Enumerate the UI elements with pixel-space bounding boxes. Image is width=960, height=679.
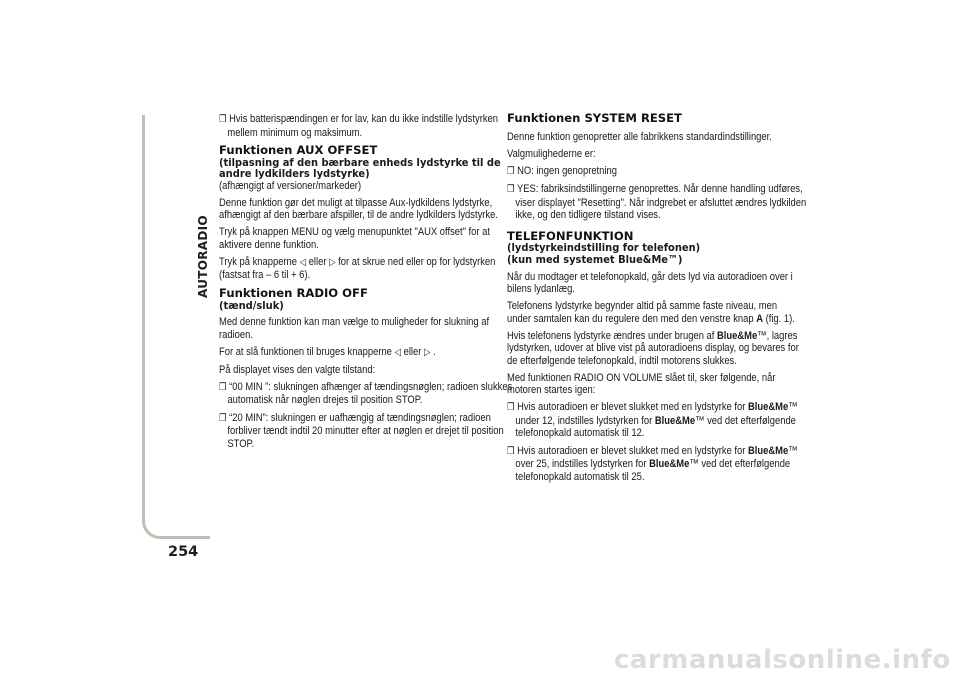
paragraph: Med denne funktion kan man vælge to muligheder for slukning af radioen. [219, 316, 490, 341]
text-run: ™, lagres lydstyrken, udover at blive vist på autoradioens display, og bevares for de efterfølgende telefonopkald, indtil motorens slukkes. [507, 329, 799, 367]
list-item [507, 183, 807, 222]
brand-name: Blue&Me [717, 329, 758, 342]
text-run: Hvis telefonens lydstyrke ændres under brugen af [507, 329, 715, 342]
section-heading-system-reset: Funktionen SYSTEM RESET [507, 111, 682, 125]
checkbox-bullet-icon: ❒ [219, 412, 227, 424]
bullet-text: “00 MIN ”: slukningen afhænger af tændingsnøglen; radioen slukkes automatisk når nøglen drejes til position STOP. [227, 380, 513, 407]
section-heading-telefonfunktion: TELEFONFUNKTION [507, 228, 634, 243]
paragraph: Når du modtager et telefonopkald, går dets lyd via autoradioen over i bilens lydanlæg. [507, 270, 793, 296]
checkbox-bullet-icon: ❒ [219, 381, 227, 393]
list-item [507, 165, 807, 179]
section-side-label: AUTORADIO [196, 215, 210, 298]
section-subtitle: (tænd/sluk) [219, 298, 284, 312]
text-run: ™ ved det efterfølgende telefonopkald automatisk til 12. [515, 414, 796, 440]
text-run: ™ over 25, indstilles lydstyrken for [515, 444, 798, 471]
section-subtitle: (tilpasning af den bærbare enheds lydstyrke til de andre lydkilders lydstyrke) [219, 155, 501, 181]
bullet-text: YES: fabriksindstillingerne genoprettes. Når denne handling udføres, viser displayet "Resetting". Når indgrebet er afsluttet ændres lydkilden ikke, og den tidligere tilstand vises. [515, 183, 807, 222]
paragraph: Denne funktion gør det muligt at tilpasse Aux-lydkildens lydstyrke, afhængigt af den bærbare afspiller, til de andre lydkilders lydstyrke. [219, 196, 498, 222]
section-heading-aux-offset: Funktionen AUX OFFSET [219, 143, 378, 157]
list-item [219, 113, 512, 139]
list-item [507, 401, 807, 440]
list-item [219, 412, 512, 451]
section-subtitle: (kun med systemet Blue&Me™) [507, 252, 683, 266]
bullet-text: “20 MIN”: slukningen er uafhængig af tændingsnøglen; radioen forbliver tændt indtil 20 minutter efter at nøglen er drejet til position STOP. [227, 411, 504, 450]
section-heading-radio-off: Funktionen RADIO OFF [219, 285, 368, 300]
text-run: Hvis autoradioen er blevet slukket med en lydstyrke for [517, 444, 746, 457]
paragraph [219, 256, 504, 282]
paragraph [219, 346, 504, 360]
brand-name: Blue&Me [654, 414, 696, 427]
checkbox-bullet-icon: ❒ [507, 402, 515, 414]
text-run: ™ under 12, indstilles lydstyrken for [515, 401, 798, 427]
paragraph: Tryk på knappen MENU og vælg menupunktet "AUX offset" for at aktivere denne funktion. [219, 226, 490, 251]
availability-note: (afhængigt af versioner/markeder) [219, 179, 362, 192]
list-item [507, 445, 807, 484]
brand-name: Blue&Me [748, 401, 789, 414]
text-run: eller [403, 345, 422, 358]
paragraph [507, 330, 799, 368]
text-run: eller [308, 255, 327, 268]
brand-name: Blue&Me [748, 444, 789, 457]
text-run: for at skrue ned eller op for lydstyrken (fastsat fra – 6 til + 6). [219, 255, 496, 282]
text-run: (fig. 1). [765, 312, 795, 325]
checkbox-bullet-icon: ❒ [507, 165, 515, 177]
left-column [219, 113, 513, 455]
paragraph: Med funktionen RADIO ON VOLUME slået til, sker følgende, når motoren startes igen: [507, 371, 776, 397]
left-triangle-icon: ◁ [299, 256, 307, 268]
paragraph: Valgmulighederne er: [507, 147, 596, 160]
text-run: Telefonens lydstyrke begynder altid på samme faste niveau, men under samtalen kan du regulere den med den venstre knap [507, 300, 778, 325]
text-run: Tryk på knapperne [219, 255, 298, 268]
brand-name: Blue&Me [649, 458, 690, 471]
list-item [219, 381, 512, 407]
paragraph: På displayet vises den valgte tilstand: [219, 363, 376, 376]
checkbox-bullet-icon: ❒ [507, 184, 515, 196]
text-run: ™ ved det efterfølgende telefonopkald automatisk til 25. [515, 458, 791, 483]
page-number: 254 [168, 544, 199, 560]
right-column [507, 111, 807, 488]
watermark: carmanualsonline.info [614, 645, 951, 675]
right-triangle-icon: ▷ [423, 346, 431, 358]
section-subtitle: (lydstyrkeindstilling for telefonen) [507, 241, 701, 255]
page-frame [142, 115, 210, 539]
paragraph: Denne funktion genopretter alle fabrikkens standardindstillinger. [507, 130, 772, 143]
text-run: . [433, 345, 436, 358]
paragraph [507, 300, 799, 325]
text-run: Hvis autoradioen er blevet slukket med en lydstyrke for [517, 401, 746, 414]
bullet-text: Hvis batterispændingen er for lav, kan du ikke indstille lydstyrken mellem minimum og maksimum. [227, 113, 498, 139]
text-run: For at slå funktionen til bruges knapperne [219, 345, 392, 358]
right-triangle-icon: ▷ [329, 256, 336, 268]
left-triangle-icon: ◁ [394, 346, 402, 358]
bullet-text: NO: ingen genopretning [517, 164, 617, 177]
checkbox-bullet-icon: ❒ [507, 445, 515, 457]
checkbox-bullet-icon: ❒ [219, 114, 227, 125]
knob-reference: A [756, 312, 764, 325]
